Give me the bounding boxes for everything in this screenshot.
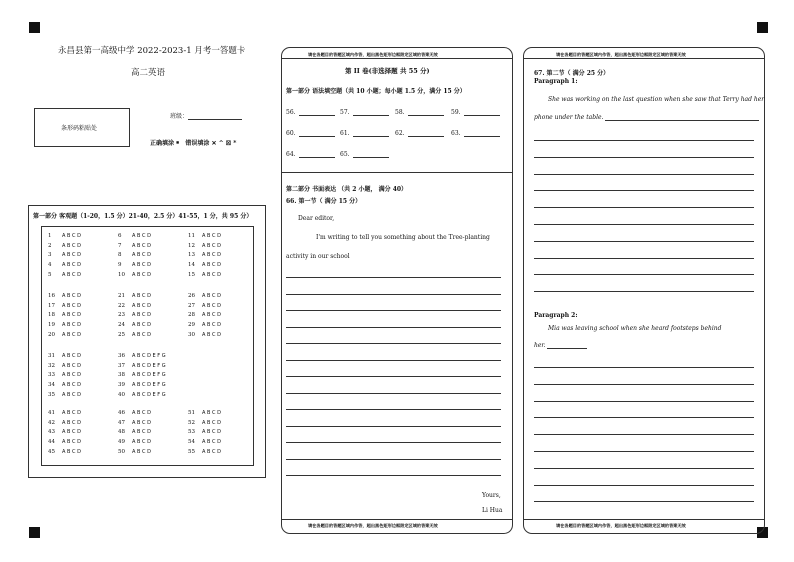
answer-bubbles[interactable]: A B C D xyxy=(132,242,151,249)
answer-bubbles[interactable]: A B C D xyxy=(62,419,81,426)
paragraph2-line[interactable] xyxy=(534,451,754,452)
fill-example xyxy=(150,138,236,147)
letter-body-line1: I'm writing to tell you something about the Tree-planting xyxy=(316,234,490,241)
answer-bubbles[interactable]: A B C D xyxy=(132,252,151,259)
grammar-blank-1[interactable]: 56. xyxy=(286,109,335,116)
grammar-blank-2[interactable]: 57. xyxy=(340,109,389,116)
notice-top-right: 请在各题目的答题区域内作答，超出黑色矩形边框限定区域的答案无效 xyxy=(556,52,686,57)
writing-line[interactable] xyxy=(286,475,501,476)
answer-bubbles[interactable]: A B C D xyxy=(202,410,221,416)
answer-bubbles[interactable]: A B C D xyxy=(132,271,151,278)
answer-bubbles[interactable]: A B C D xyxy=(132,448,151,455)
answer-bubbles[interactable]: A B C D xyxy=(202,448,221,455)
question-number: 36 xyxy=(118,353,125,359)
question-number: 55 xyxy=(188,448,195,455)
answer-bubbles[interactable]: A B C D xyxy=(62,322,81,329)
question-number: 51 xyxy=(188,410,195,416)
paragraph2-line[interactable] xyxy=(534,367,754,368)
grammar-blank-5[interactable]: 60. xyxy=(286,130,335,137)
writing-line[interactable] xyxy=(286,442,501,443)
question-number: 46 xyxy=(118,410,125,416)
notice-divider xyxy=(282,58,512,59)
paragraph1-prompt: She was working on the last question when she saw that Terry had her xyxy=(548,96,765,103)
grammar-blank-8[interactable]: 63. xyxy=(451,130,500,137)
class-blank[interactable] xyxy=(188,119,242,120)
section2-title: 67. 第二节（ 满分 25 分） xyxy=(534,70,610,77)
paragraph1-line[interactable] xyxy=(534,291,754,292)
question-number: 6 xyxy=(118,233,122,239)
question-number: 22 xyxy=(118,302,125,309)
answer-bubbles[interactable]: A B C D xyxy=(202,322,221,329)
question-number: 14 xyxy=(188,262,195,269)
grammar-blank-10[interactable]: 65. xyxy=(340,151,389,158)
corner-mark-top-left xyxy=(29,22,40,33)
answer-bubbles[interactable]: A B C D xyxy=(132,262,151,269)
paragraph1-label: Paragraph 1: xyxy=(534,78,578,85)
paragraph2-line[interactable] xyxy=(534,417,754,418)
question-number: 20 xyxy=(48,331,55,338)
class-field[interactable] xyxy=(170,111,242,120)
question-number: 38 xyxy=(118,372,125,379)
correct-fill-mark: ￭ xyxy=(176,140,180,147)
answer-bubbles[interactable]: A B C D xyxy=(132,322,151,329)
answer-bubbles[interactable]: A B C D xyxy=(202,233,221,239)
paragraph2-line[interactable] xyxy=(534,485,754,486)
notice-bottom-middle: 请在各题目的答题区域内作答，超出黑色矩形边框限定区域的答案无效 xyxy=(308,523,438,528)
question-number: 16 xyxy=(48,293,55,299)
paragraph1-prompt-cont: phone under the table. xyxy=(534,114,759,121)
question-number: 4 xyxy=(48,262,52,269)
paragraph1-line[interactable] xyxy=(534,157,754,158)
question-number: 49 xyxy=(118,439,125,446)
question-number: 35 xyxy=(48,391,55,398)
question-number: 5 xyxy=(48,271,52,278)
question-number: 21 xyxy=(118,293,125,299)
question-number: 25 xyxy=(118,331,125,338)
answer-bubbles[interactable]: A B C D xyxy=(62,262,81,269)
corner-mark-bottom-left xyxy=(29,527,40,538)
writing-line[interactable] xyxy=(286,343,501,344)
answer-bubbles[interactable]: A B C D xyxy=(202,331,221,338)
question-number: 45 xyxy=(48,448,55,455)
answer-bubbles[interactable]: A B C D xyxy=(132,419,151,426)
writing-line[interactable] xyxy=(286,459,501,460)
exam-subject: 高二英语 xyxy=(131,68,166,78)
question-number: 17 xyxy=(48,302,55,309)
answer-bubbles[interactable]: A B C D xyxy=(62,252,81,259)
paragraph2-line[interactable] xyxy=(534,468,754,469)
grammar-blank-7[interactable]: 62. xyxy=(395,130,444,137)
answer-bubbles[interactable]: A B C D xyxy=(62,448,81,455)
letter-signature: Li Hua xyxy=(482,507,503,514)
question-number: 15 xyxy=(188,271,195,278)
letter-body-line2: activity in our school xyxy=(286,253,350,260)
grammar-blank-4[interactable]: 59. xyxy=(451,109,500,116)
paragraph1-line[interactable] xyxy=(534,140,754,141)
paragraph2-line[interactable] xyxy=(534,384,754,385)
answer-bubbles[interactable]: A B C D xyxy=(132,331,151,338)
class-label: 班级： xyxy=(170,113,189,120)
answer-bubbles[interactable]: A B C D xyxy=(132,312,151,319)
question-number: 13 xyxy=(188,252,195,259)
answer-bubbles[interactable]: A B C D E F G xyxy=(132,391,166,398)
answer-bubbles[interactable]: A B C D xyxy=(202,419,221,426)
answer-bubbles[interactable]: A B C D xyxy=(202,271,221,278)
question-number: 19 xyxy=(48,322,55,329)
question-number: 54 xyxy=(188,439,195,446)
writing-title: 第二部分 书面表达 （共 2 小题， 满分 40） xyxy=(286,186,408,193)
grammar-title: 第一部分 语法填空题（共 10 小题；每小题 1.5 分，满分 15 分） xyxy=(286,88,466,95)
middle-answer-panel xyxy=(281,47,513,534)
section-divider xyxy=(282,172,512,173)
answer-bubbles[interactable]: A B C D xyxy=(202,429,221,436)
part1-title: 第一部分 客观题（1-20，1.5 分）21-40，2.5 分）41-55，1 分，共 95 分） xyxy=(33,213,253,220)
barcode-label: 条形码粘贴处 xyxy=(61,125,98,132)
question-number: 44 xyxy=(48,439,55,446)
answer-bubbles[interactable]: A B C D xyxy=(62,372,81,379)
paragraph2-label: Paragraph 2: xyxy=(534,312,578,319)
part2-heading: 第 II 卷(非选择题 共 55 分) xyxy=(345,67,430,75)
question-number: 48 xyxy=(118,429,125,436)
letter-greeting: Dear editor, xyxy=(298,215,335,222)
answer-bubbles[interactable]: A B C D E F G xyxy=(132,372,166,379)
corner-mark-top-right xyxy=(757,22,768,33)
answer-bubbles[interactable]: A B C D xyxy=(62,233,81,239)
paragraph2-line[interactable] xyxy=(534,501,754,502)
correct-fill-label: 正确填涂 xyxy=(150,140,175,147)
paragraph1-line[interactable] xyxy=(534,207,754,208)
question-number: 24 xyxy=(118,322,125,329)
barcode-area xyxy=(34,108,130,147)
question-number: 29 xyxy=(188,322,195,329)
answer-bubbles[interactable]: A B C D xyxy=(132,293,151,299)
question-number: 23 xyxy=(118,312,125,319)
writing-line[interactable] xyxy=(286,327,501,328)
paragraph1-line[interactable] xyxy=(534,174,754,175)
paragraph1-line[interactable] xyxy=(534,190,754,191)
answer-bubbles[interactable]: A B C D xyxy=(202,252,221,259)
writing-line[interactable] xyxy=(286,277,501,278)
answer-bubbles[interactable]: A B C D xyxy=(62,439,81,446)
question-number: 41 xyxy=(48,410,55,416)
answer-bubbles[interactable]: A B C D xyxy=(62,242,81,249)
answer-bubbles[interactable]: A B C D xyxy=(132,233,151,239)
answer-bubbles[interactable]: A B C D xyxy=(202,262,221,269)
answer-bubbles[interactable]: A B C D xyxy=(62,429,81,436)
question-number: 31 xyxy=(48,353,55,359)
answer-bubbles[interactable]: A B C D xyxy=(62,271,81,278)
answer-bubbles[interactable]: A B C D xyxy=(202,439,221,446)
notice-divider xyxy=(524,58,764,59)
exam-title: 永昌县第一高级中学 2022-2023-1 月考一答题卡 xyxy=(58,46,246,56)
answer-bubbles[interactable]: A B C D xyxy=(132,429,151,436)
writing-line[interactable] xyxy=(286,376,501,377)
notice-bottom-right: 请在各题目的答题区域内作答，超出黑色矩形边框限定区域的答案无效 xyxy=(556,523,686,528)
paragraph1-line[interactable] xyxy=(534,258,754,259)
question-number: 27 xyxy=(188,302,195,309)
answer-bubbles[interactable]: A B C D xyxy=(62,302,81,309)
section1-title: 66. 第一节（ 满分 15 分） xyxy=(286,198,362,205)
question-number: 7 xyxy=(118,242,122,249)
paragraph2-prompt: Mia was leaving school when she heard footsteps behind xyxy=(548,325,722,332)
question-number: 43 xyxy=(48,429,55,436)
notice-top-middle: 请在各题目的答题区域内作答，超出黑色矩形边框限定区域的答案无效 xyxy=(308,52,438,57)
bubble-grid xyxy=(41,226,254,466)
question-number: 37 xyxy=(118,362,125,369)
answer-bubbles[interactable]: A B C D E F G xyxy=(132,362,166,369)
answer-bubbles[interactable]: A B C D xyxy=(202,302,221,309)
question-number: 47 xyxy=(118,419,125,426)
grammar-blank-9[interactable]: 64. xyxy=(286,151,335,158)
writing-line[interactable] xyxy=(286,393,501,394)
grammar-blank-6[interactable]: 61. xyxy=(340,130,389,137)
answer-bubbles[interactable]: A B C D xyxy=(62,410,81,416)
question-number: 28 xyxy=(188,312,195,319)
paragraph1-line[interactable] xyxy=(534,274,754,275)
answer-bubbles[interactable]: A B C D xyxy=(132,302,151,309)
question-number: 3 xyxy=(48,252,52,259)
question-number: 11 xyxy=(188,233,195,239)
wrong-fill-label: 错误填涂 xyxy=(185,140,210,147)
writing-line[interactable] xyxy=(286,426,501,427)
answer-bubbles[interactable]: A B C D E F G xyxy=(132,382,166,389)
question-number: 8 xyxy=(118,252,122,259)
answer-bubbles[interactable]: A B C D xyxy=(62,293,81,299)
wrong-fill-marks: ✕ ^ ☒ * xyxy=(211,140,237,147)
question-number: 42 xyxy=(48,419,55,426)
question-number: 26 xyxy=(188,293,195,299)
answer-bubbles[interactable]: A B C D xyxy=(202,312,221,319)
writing-line[interactable] xyxy=(286,360,501,361)
question-number: 39 xyxy=(118,382,125,389)
answer-bubbles[interactable]: A B C D xyxy=(62,382,81,389)
answer-bubbles[interactable]: A B C D xyxy=(62,362,81,369)
question-number: 52 xyxy=(188,419,195,426)
answer-bubbles[interactable]: A B C D xyxy=(62,391,81,398)
notice-divider xyxy=(282,519,512,520)
paragraph2-line[interactable] xyxy=(534,434,754,435)
answer-bubbles[interactable]: A B C D xyxy=(202,293,221,299)
objective-section xyxy=(28,205,266,478)
question-number: 34 xyxy=(48,382,55,389)
answer-bubbles[interactable]: A B C D xyxy=(202,242,221,249)
paragraph2-line[interactable] xyxy=(534,401,754,402)
question-number: 1 xyxy=(48,233,52,239)
answer-bubbles[interactable]: A B C D xyxy=(132,410,151,416)
grammar-blank-3[interactable]: 58. xyxy=(395,109,444,116)
letter-closing: Yours, xyxy=(482,492,501,499)
answer-bubbles[interactable]: A B C D xyxy=(62,331,81,338)
answer-bubbles[interactable]: A B C D E F G xyxy=(132,353,166,359)
writing-line[interactable] xyxy=(286,294,501,295)
question-number: 9 xyxy=(118,262,122,269)
answer-bubbles[interactable]: A B C D xyxy=(62,353,81,359)
question-number: 40 xyxy=(118,391,125,398)
writing-line[interactable] xyxy=(286,409,501,410)
question-number: 30 xyxy=(188,331,195,338)
question-number: 2 xyxy=(48,242,52,249)
paragraph2-prompt-cont: her. xyxy=(534,342,587,349)
paragraph1-line[interactable] xyxy=(534,224,754,225)
question-number: 10 xyxy=(118,271,125,278)
question-number: 53 xyxy=(188,429,195,436)
writing-line[interactable] xyxy=(286,310,501,311)
notice-divider xyxy=(524,519,764,520)
answer-bubbles[interactable]: A B C D xyxy=(132,439,151,446)
question-number: 50 xyxy=(118,448,125,455)
question-number: 12 xyxy=(188,242,195,249)
question-number: 32 xyxy=(48,362,55,369)
question-number: 18 xyxy=(48,312,55,319)
paragraph1-line[interactable] xyxy=(534,241,754,242)
question-number: 33 xyxy=(48,372,55,379)
answer-bubbles[interactable]: A B C D xyxy=(62,312,81,319)
